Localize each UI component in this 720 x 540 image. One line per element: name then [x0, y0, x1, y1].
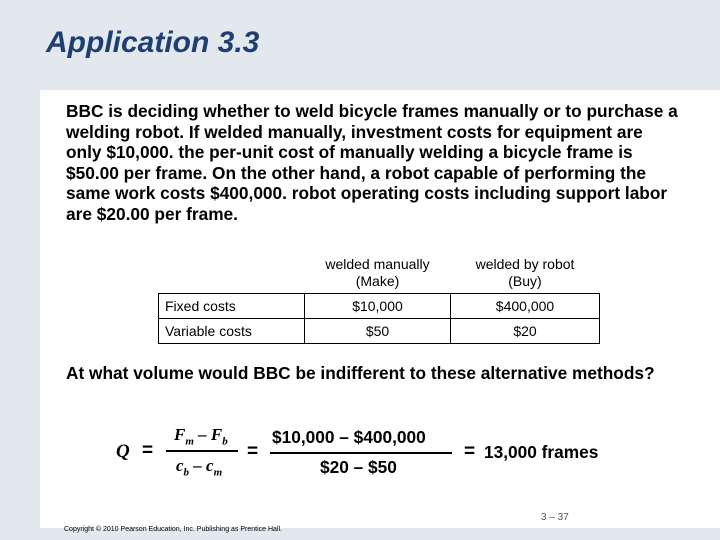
- cost-table-container: [158, 253, 600, 344]
- numeric-numerator: $10,000 – $400,000: [272, 427, 426, 447]
- header-line: welded by robot: [475, 256, 575, 272]
- question-text: At what volume would BBC be indifferent to these alternative methods?: [66, 363, 655, 383]
- numeric-denominator: $20 – $50: [320, 457, 397, 477]
- equals-sign: =: [142, 440, 154, 461]
- fraction-bar: [270, 452, 452, 454]
- formula-lhs: Q: [116, 441, 130, 462]
- intro-paragraph: BBC is deciding whether to weld bicycle frames manually or to purchase a welding robot. If welded manually, investment costs for equipment are only $10,000. the per-unit cost of manually welding a bicycle frame is $50.00 per frame. On the other hand, a robot capable of performing the same work costs $400,000. robot operating costs including support labor are $20.00 per frame.: [66, 101, 678, 224]
- header-welded-manually: [305, 253, 451, 294]
- formula-result: 13,000 frames: [484, 442, 599, 462]
- cell-robot: $400,000: [451, 294, 600, 319]
- row-label: Fixed costs: [159, 294, 305, 319]
- table-row: [159, 294, 600, 319]
- table-row: [159, 319, 600, 344]
- cost-table: [158, 253, 600, 344]
- symbolic-denominator: $c_b - c_m$: [176, 456, 223, 479]
- cell-manual: $50: [305, 319, 451, 344]
- cell-manual: $10,000: [305, 294, 451, 319]
- symbolic-numerator: $F_m - F_b$: [174, 425, 228, 448]
- row-label: Variable costs: [159, 319, 305, 344]
- slide-number: 3 – 37: [541, 512, 569, 523]
- header-welded-by-robot: [451, 253, 600, 294]
- cell-robot: $20: [451, 319, 600, 344]
- equals-sign: =: [464, 441, 476, 462]
- fraction-bar: [166, 450, 238, 452]
- empty-header-cell: [159, 253, 305, 294]
- header-line: (Buy): [508, 273, 542, 289]
- equals-sign: =: [247, 441, 259, 462]
- left-band: [0, 90, 40, 540]
- header-line: welded manually: [325, 256, 430, 272]
- copyright-notice: Copyright © 2010 Pearson Education, Inc. Publishing as Prentice Hall.: [64, 526, 283, 533]
- slide-title: Application 3.3: [46, 26, 260, 59]
- table-header-row: [159, 253, 600, 294]
- header-line: (Make): [355, 273, 400, 289]
